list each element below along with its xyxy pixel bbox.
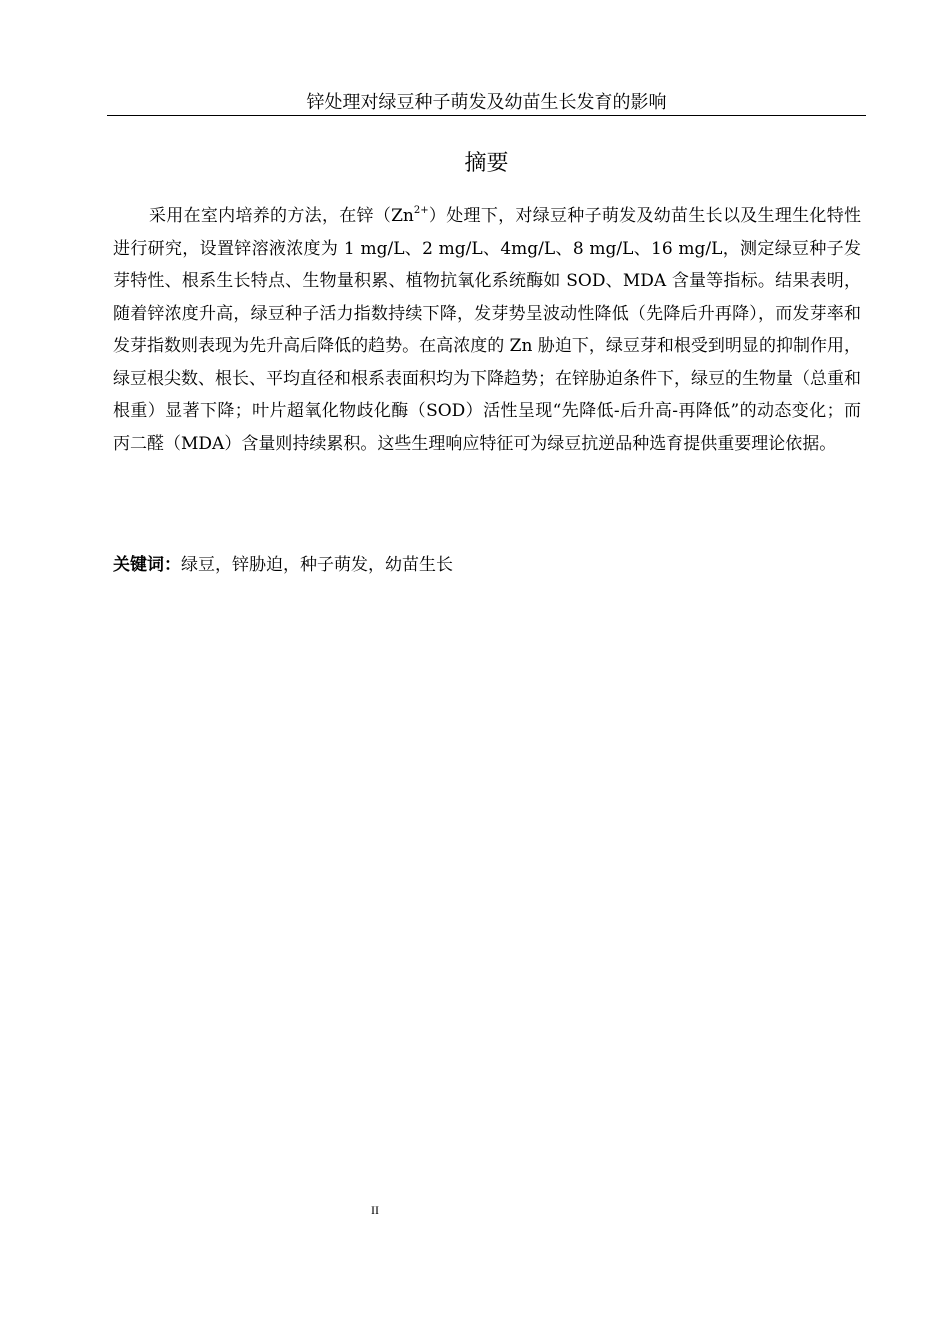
zinc-ion-superscript: 2+ xyxy=(413,205,429,216)
abstract-title: 摘要 xyxy=(464,151,509,176)
keywords-label: 关键词： xyxy=(113,555,181,575)
header-rule xyxy=(107,115,866,116)
running-header-title: 锌处理对绿豆种子萌发及幼苗生长发育的影响 xyxy=(306,92,667,113)
abstract-text-part-1: 采用在室内培养的方法，在锌（Zn xyxy=(149,206,414,226)
keywords-value: 绿豆，锌胁迫，种子萌发，幼苗生长 xyxy=(181,555,453,575)
page-number: II xyxy=(371,1203,379,1217)
abstract-text-part-2: ）处理下，对绿豆种子萌发及幼苗生长以及生理生化特性进行研究，设置锌溶液浓度为 1 mg/L、2 mg/L、4mg/L、8 mg/L、16 mg/L，测定绿豆种子发芽特性、根系生长特点、生物量积累、植物抗氧化系统酶如 SOD、MDA 含量等指标。结果表明，随着锌浓度升高，绿豆种子活力指数持续下降，发芽势呈波动性降低（先降后升再降），而发芽率和发芽指数则表现为先升高后降低的趋势。在高浓度的 Zn 胁迫下，绿豆芽和根受到明显的抑制作用，绿豆根尖数、根长、平均直径和根系表面积均为下降趋势；在锌胁迫条件下，绿豆的生物量（总重和根重）显著下降；叶片超氧化物歧化酶（SOD）活性呈现“先降低-后升高-再降低”的动态变化；而丙二醛（MDA）含量则持续累积。这些生理响应特征可为绿豆抗逆品种选育提供重要理论依据。 xyxy=(113,206,862,454)
abstract-paragraph xyxy=(113,200,861,460)
keywords-line xyxy=(113,549,861,581)
